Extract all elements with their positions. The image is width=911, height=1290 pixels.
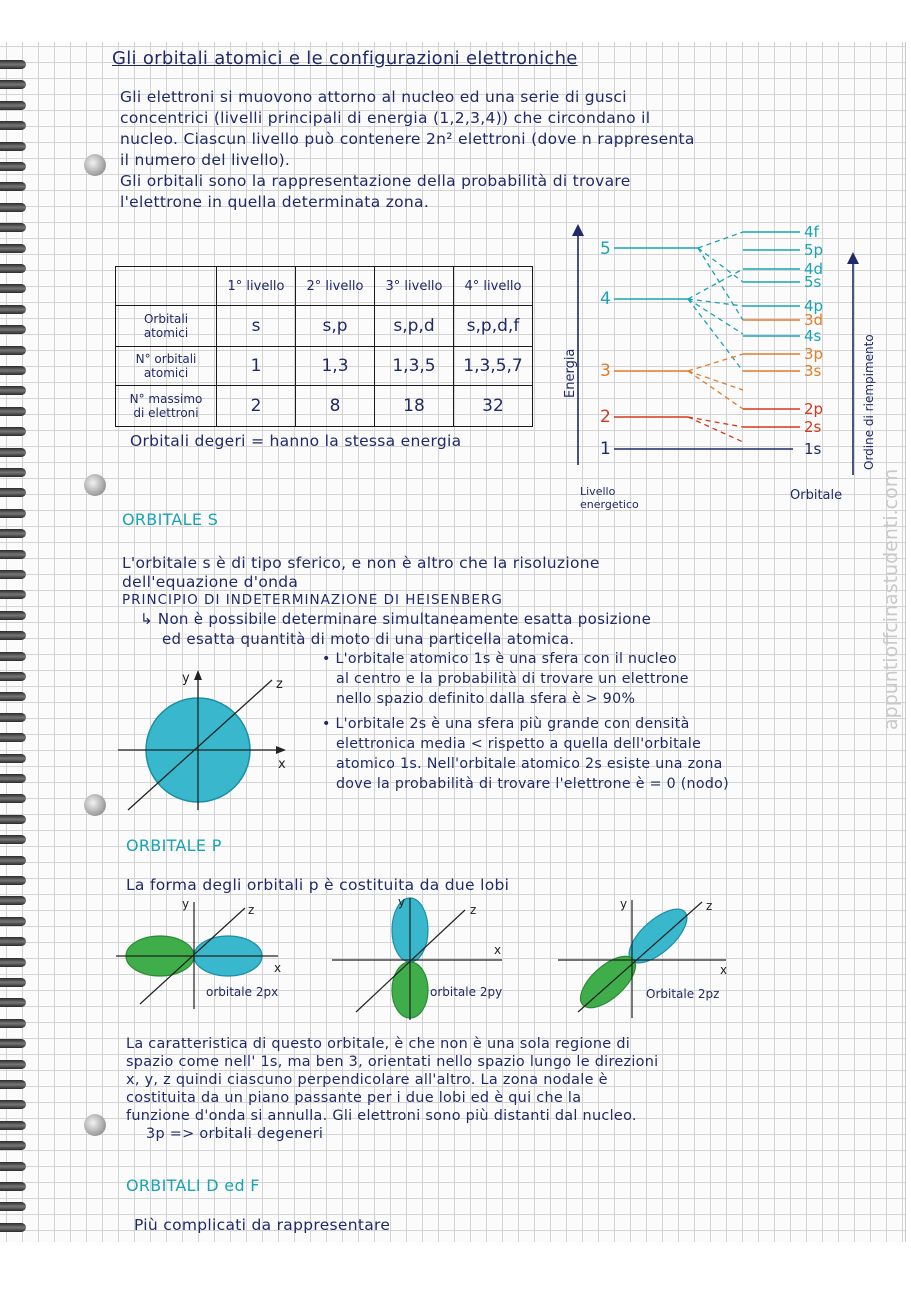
orbital-label: 2p (804, 400, 824, 418)
p-paragraph-line: La caratteristica di questo orbitale, è che non è una sola regione di (126, 1036, 631, 1052)
arrow-up-icon (194, 670, 202, 680)
spiral-loop (0, 80, 26, 89)
table-header-row (116, 267, 533, 306)
orbital-axis-caption: Orbitale (790, 488, 843, 503)
section-heading-s: ORBITALE S (122, 510, 219, 529)
section-heading-df: ORBITALI D ed F (126, 1176, 260, 1195)
orbital-label: 4s (804, 327, 822, 345)
spiral-loop (0, 917, 26, 926)
spiral-loop (0, 142, 26, 151)
orbital-2px-drawing (116, 897, 281, 1009)
watermark: appuntioffcinastudenti.com (880, 468, 902, 730)
p-paragraph-line: costituita da un piano passante per i due lobi ed è qui che la (126, 1090, 582, 1106)
table-corner-cell (116, 267, 217, 306)
spiral-loop (0, 978, 26, 987)
intro-line: concentrici (livelli principali di energia (1,2,3,4)) che circondano il (120, 109, 651, 127)
axis-label: y (182, 671, 190, 686)
spiral-loop (0, 1182, 26, 1191)
spiral-loop (0, 264, 26, 273)
spiral-loop (0, 427, 26, 436)
punch-hole (84, 474, 106, 496)
axis-label: z (276, 677, 283, 692)
orbital-label: 3s (804, 362, 822, 380)
arrow-up-icon (847, 252, 859, 264)
axis-label: z (706, 899, 713, 913)
orbital-label: 3p (804, 345, 824, 363)
p-paragraph-line: funzione d'onda si annulla. Gli elettroni sono più distanti dal nucleo. (126, 1108, 637, 1124)
table-row (116, 347, 533, 386)
level-label: 4 (600, 289, 611, 309)
row-label (116, 386, 217, 427)
spiral-loop (0, 550, 26, 559)
table-cell: s,p (296, 306, 375, 347)
spiral-loop (0, 101, 26, 110)
diagram-caption: orbitale 2py (430, 985, 503, 999)
spiral-loop (0, 998, 26, 1007)
orbital-label: 4p (804, 297, 824, 315)
s-text-line: dell'equazione d'onda (122, 573, 299, 591)
spiral-loop (0, 448, 26, 457)
level-axis-caption: energetico (580, 498, 639, 510)
spiral-loop (0, 305, 26, 314)
punch-hole (84, 794, 106, 816)
spiral-loop (0, 468, 26, 477)
orbital-label: 5s (804, 273, 822, 291)
table-cell: s,p,d (375, 306, 454, 347)
axis-label: y (398, 895, 406, 909)
axis-label: x (274, 961, 282, 975)
spiral-loop (0, 590, 26, 599)
punch-hole (84, 1114, 106, 1136)
spiral-loop (0, 223, 26, 232)
spiral-loop (0, 896, 26, 905)
spiral-loop (0, 835, 26, 844)
notebook-page (0, 42, 906, 1242)
level-label: 3 (600, 361, 611, 381)
row-label-line: Orbitali (143, 312, 189, 326)
spiral-loop (0, 652, 26, 661)
spiral-loop (0, 1039, 26, 1048)
s-bullet-line: • L'orbitale atomico 1s è una sfera con il nucleo (322, 651, 677, 667)
filling-order-label: Ordine di riempimento (862, 334, 876, 470)
p-orbital-diagrams (110, 894, 750, 1024)
spiral-loop (0, 386, 26, 395)
spiral-loop (0, 488, 26, 497)
p-paragraph-line: x, y, z quindi ciascuno perpendicolare all'altro. La zona nodale è (126, 1072, 608, 1088)
s-bullet-line: al centro e la probabilità di trovare un elettrone (336, 671, 689, 687)
spiral-loop (0, 60, 26, 69)
axis-label: x (278, 757, 286, 772)
spiral-loop (0, 774, 26, 783)
row-label-line: di elettroni (133, 406, 199, 420)
spiral-loop (0, 692, 26, 701)
diagram-caption: Orbitale 2pz (646, 987, 720, 1001)
row-label (116, 306, 217, 347)
s-bullet-line: nello spazio definito dalla sfera è > 90% (336, 691, 636, 707)
spiral-loop (0, 162, 26, 171)
table-cell: 1 (217, 347, 296, 386)
spiral-loop (0, 203, 26, 212)
intro-line: Gli elettroni si muovono attorno al nucleo ed una serie di gusci (120, 88, 627, 106)
s-bullet-line: dove la probabilità di trovare l'elettrone è = 0 (nodo) (336, 776, 729, 792)
axis-label: y (620, 897, 628, 911)
orbital-label: 4d (804, 260, 824, 278)
s-bullet-line: atomico 1s. Nell'orbitale atomico 2s esiste una zona (336, 756, 723, 772)
spiral-loop (0, 284, 26, 293)
table-cell: s (217, 306, 296, 347)
heisenberg-heading: PRINCIPIO DI INDETERMINAZIONE DI HEISENBERG (122, 592, 503, 608)
table-cell: 18 (375, 386, 454, 427)
orbital-label: 3d (804, 311, 824, 329)
table-row (116, 386, 533, 427)
axis-label: z (248, 903, 255, 917)
heisenberg-text: ed esatta quantità di moto di una particella atomica. (162, 630, 575, 648)
spiral-loop (0, 611, 26, 620)
s-bullet-line: elettronica media < rispetto a quella dell'orbitale (336, 736, 702, 752)
orbital-2pz-drawing (558, 897, 727, 1018)
axis-label: y (182, 897, 190, 911)
orbitals-table (115, 266, 533, 427)
intro-line: il numero del livello). (120, 151, 291, 169)
level-label: 1 (600, 439, 611, 459)
orbital-label: 5p (804, 241, 824, 259)
spiral-loop (0, 958, 26, 967)
table-cell: 32 (454, 386, 533, 427)
spiral-loop (0, 815, 26, 824)
orbital-label: 1s (804, 440, 822, 458)
table-cell: 1,3 (296, 347, 375, 386)
table-cell: 1,3,5 (375, 347, 454, 386)
spiral-loop (0, 407, 26, 416)
spiral-loop (0, 182, 26, 191)
arrow-right-icon (276, 746, 286, 754)
spiral-loop (0, 794, 26, 803)
spiral-loop (0, 121, 26, 130)
intro-line: Gli orbitali sono la rappresentazione della probabilità di trovare (120, 172, 631, 190)
row-label-line: N° massimo (129, 392, 203, 406)
table-header: 2° livello (296, 267, 375, 306)
orbital-label: 4f (804, 223, 819, 241)
spiral-loop (0, 1019, 26, 1028)
page-title: Gli orbitali atomici e le configurazioni elettroniche (112, 48, 578, 69)
row-label (116, 347, 217, 386)
table-header: 1° livello (217, 267, 296, 306)
axis-label: x (494, 943, 502, 957)
table-row (116, 306, 533, 347)
table-header: 4° livello (454, 267, 533, 306)
energy-axis-label: Energia (563, 348, 578, 398)
orbital-2py-drawing (332, 895, 502, 1020)
spiral-loop (0, 346, 26, 355)
spiral-loop (0, 509, 26, 518)
level-connectors (688, 232, 743, 442)
row-label-line: N° orbitali (135, 352, 197, 366)
heisenberg-text: ↳ Non è possibile determinare simultaneamente esatta posizione (140, 610, 652, 628)
spiral-loop (0, 366, 26, 375)
spiral-loop (0, 1202, 26, 1211)
intro-line: nucleo. Ciascun livello può contenere 2n² elettroni (dove n rappresenta (120, 130, 695, 148)
spiral-loop (0, 856, 26, 865)
spiral-loop (0, 937, 26, 946)
row-label-line: atomici (143, 366, 189, 380)
axis-label: z (470, 903, 477, 917)
spiral-loop (0, 1223, 26, 1232)
energy-level-diagram (548, 220, 888, 510)
section-heading-p: ORBITALE P (126, 836, 222, 855)
df-text: Più complicati da rappresentare (134, 1216, 391, 1234)
spiral-loop (0, 529, 26, 538)
spiral-loop (0, 876, 26, 885)
spiral-loop (0, 570, 26, 579)
spiral-loop (0, 733, 26, 742)
table-cell: 8 (296, 386, 375, 427)
punch-hole (84, 154, 106, 176)
spiral-loop (0, 244, 26, 253)
spiral-loop (0, 1100, 26, 1109)
spiral-loop (0, 325, 26, 334)
diagram-caption: orbitale 2px (206, 985, 279, 999)
spiral-loop (0, 1121, 26, 1130)
spiral-loop (0, 631, 26, 640)
orbital-label: 2s (804, 418, 822, 436)
s-bullet-line: • L'orbitale 2s è una sfera più grande con densità (322, 716, 690, 732)
spiral-loop (0, 1060, 26, 1069)
table-header: 3° livello (375, 267, 454, 306)
spiral-loop (0, 754, 26, 763)
level-label: 5 (600, 239, 611, 259)
spiral-loop (0, 672, 26, 681)
degenerate-note: Orbitali degeri = hanno la stessa energia (130, 432, 462, 450)
spiral-loop (0, 1162, 26, 1171)
s-orbital-diagram (110, 660, 310, 820)
spiral-loop (0, 713, 26, 722)
row-label-line: atomici (143, 326, 189, 340)
spiral-loop (0, 1080, 26, 1089)
intro-line: l'elettrone in quella determinata zona. (120, 193, 430, 211)
table-cell: 2 (217, 386, 296, 427)
level-label: 2 (600, 407, 611, 427)
p-text: La forma degli orbitali p è costituita da due lobi (126, 876, 510, 894)
table-cell: s,p,d,f (454, 306, 533, 347)
s-text-line: L'orbitale s è di tipo sferico, e non è altro che la risoluzione (122, 554, 600, 572)
axis-label: x (720, 963, 728, 977)
spiral-loop (0, 1141, 26, 1150)
arrow-up-icon (572, 224, 584, 236)
level-axis-caption: Livello (580, 485, 616, 498)
table-cell: 1,3,5,7 (454, 347, 533, 386)
p-paragraph-line: 3p => orbitali degeneri (146, 1126, 324, 1142)
p-paragraph-line: spazio come nell' 1s, ma ben 3, orientati nello spazio lungo le direzioni (126, 1054, 659, 1070)
